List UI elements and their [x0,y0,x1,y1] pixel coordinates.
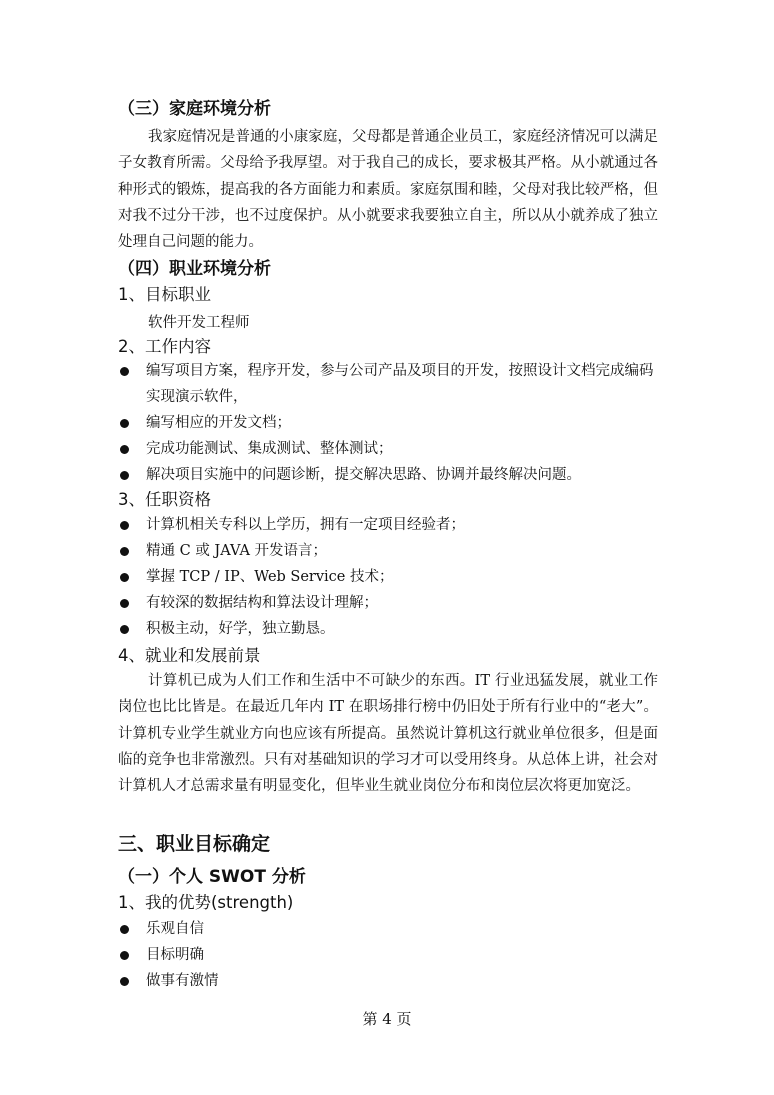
list-item: 目标明确 [118,942,660,968]
list-item: 精通 C 或 JAVA 开发语言； [118,538,660,564]
list-item: 计算机相关专科以上学历，拥有一定项目经验者； [118,512,660,538]
bullet-icon [120,951,129,960]
subheading-qualifications: 3、任职资格 [118,490,211,509]
bullet-icon [120,573,129,582]
family-paragraph: 我家庭情况是普通的小康家庭，父母都是普通企业员工，家庭经济情况可以满足子女教育所需。父母给予我厚望。对于我自己的成长，要求极其严格。从小就通过各种形式的锻炼，提高我的各方面能力和素质。家庭氛围和睦，父母对我比较严格，但对我不过分干涉，也不过度保护。从小就要求我要独立自主，所以从小就养成了独立处理自己问题的能力。 [118,129,658,251]
bullet-icon [120,471,129,480]
bullet-icon [120,419,129,428]
list-item: 解决项目实施中的问题诊断，提交解决思路、协调并最终解决问题。 [118,462,660,488]
list-item: 完成功能测试、集成测试、整体测试； [118,436,660,462]
subheading-work-content: 2、工作内容 [118,337,211,356]
bullet-icon [120,367,129,376]
prospects-paragraph: 计算机已成为人们工作和生活中不可缺少的东西。IT 行业迅猛发展，就业工作岗位也比比皆是。在最近几年内 IT 在职场排行榜中仍旧处于所有行业中的“老大”。计算机专业学生就业方向也应该有所提高。虽然说计算机这行就业单位很多，但是面临的竞争也非常激烈。只有对基础知识的学习才可以受用终身。从总体上讲，社会对计算机人才总需求量有明显变化，但毕业生就业岗位分布和岗位层次将更加宽泛。 [118,673,658,795]
list-item: 有较深的数据结构和算法设计理解； [118,590,660,616]
bullet-icon [120,547,129,556]
bullet-icon [120,977,129,986]
list-item: 编写相应的开发文档； [118,410,660,436]
bullet-icon [120,925,129,934]
subheading-swot: （一）个人 SWOT 分析 [118,867,306,887]
list-item: 积极主动，好学，独立勤恳。 [118,616,660,642]
list-item: 做事有激情 [118,968,660,994]
list-item: 编写项目方案，程序开发，参与公司产品及项目的开发，按照设计文档完成编码实现演示软件， [118,358,660,410]
bullet-icon [120,521,129,530]
section-heading-career: （四）职业环境分析 [118,259,271,279]
page-number: 第 4 页 [362,1010,412,1028]
section-heading-family: （三）家庭环境分析 [118,99,271,119]
subheading-strength: 1、我的优势(strength) [118,893,294,912]
target-job-value: 软件开发工程师 [148,315,250,331]
list-item: 乐观自信 [118,916,660,942]
bullet-icon [120,625,129,634]
bullet-icon [120,599,129,608]
list-item: 掌握 TCP / IP、Web Service 技术； [118,564,660,590]
subheading-target-job: 1、目标职业 [118,285,211,304]
subheading-prospects: 4、就业和发展前景 [118,646,261,665]
section-heading-goal: 三、职业目标确定 [118,833,271,855]
bullet-icon [120,445,129,454]
